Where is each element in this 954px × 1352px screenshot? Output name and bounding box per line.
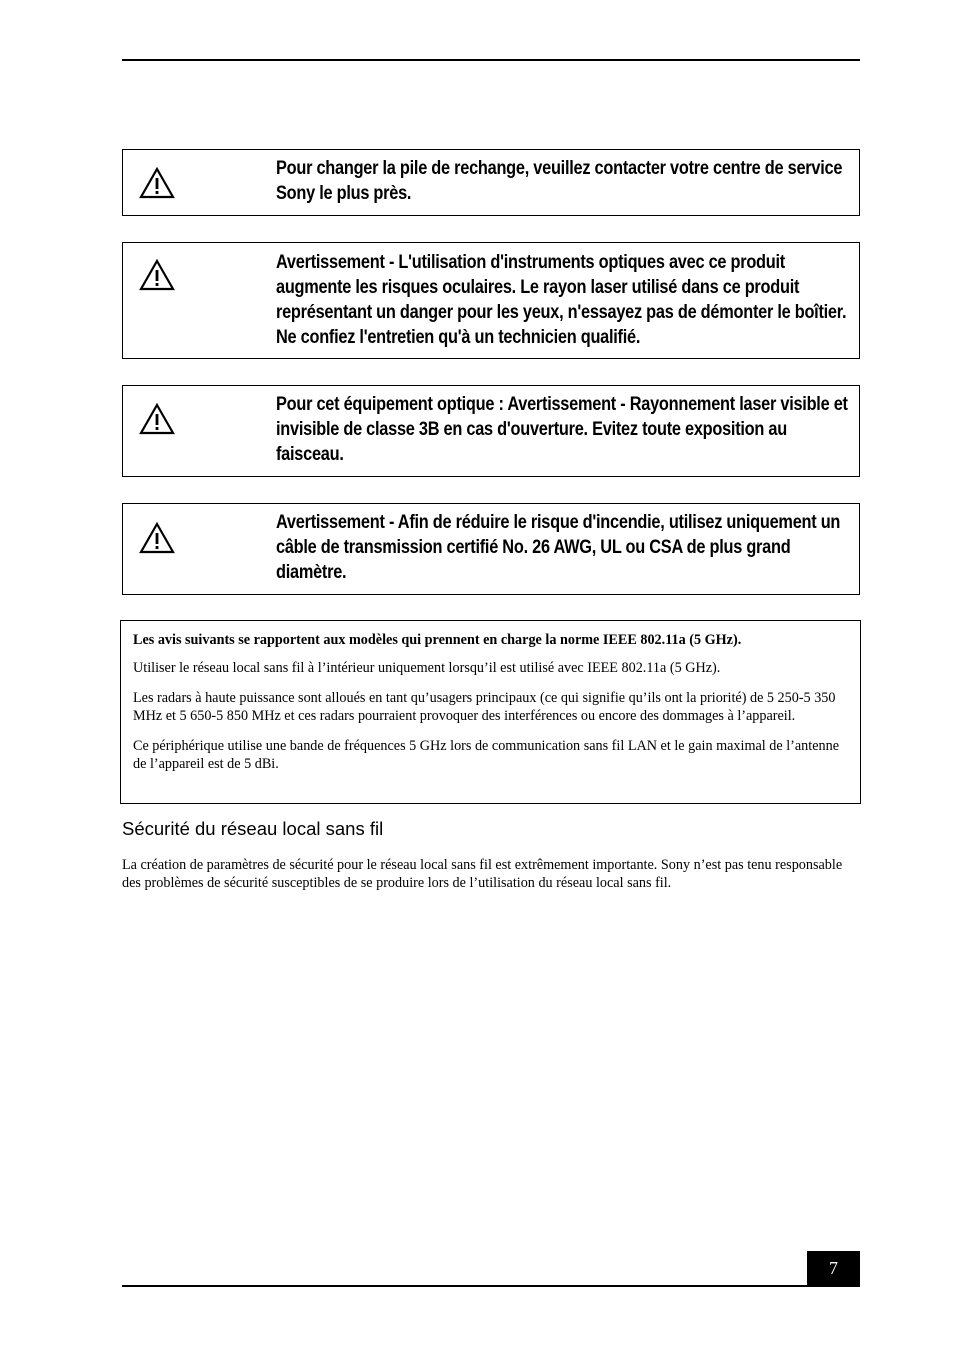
- section-body: La création de paramètres de sécurité pour le réseau local sans fil est extrêmement importante. Sony n’est pas tenu responsable des problèmes de sécurité susceptibles de se produire lors de l’utilisation du réseau local sans fil.: [122, 857, 843, 891]
- warning-box-battery: [122, 149, 860, 216]
- footer-rule: [122, 1285, 860, 1287]
- warning-text: Pour cet équipement optique : Avertissement - Rayonnement laser visible et invisible de classe 3B en cas d'ouverture. Evitez toute exposition au faisceau.: [276, 394, 848, 465]
- warning-text: Pour changer la pile de rechange, veuillez contacter votre centre de service Sony le plus près.: [276, 158, 843, 204]
- header-rule: [122, 59, 860, 61]
- page-number: 7: [807, 1251, 860, 1287]
- notice-paragraph: Les radars à haute puissance sont alloués en tant qu’usagers principaux (ce qui signifie qu’ils ont la priorité) de 5 250-5 350 MHz et 5 650-5 850 MHz et ces radars pourraient provoquer des interférences ou encore des dommages à l’appareil.: [133, 690, 836, 724]
- warning-box-fire: [122, 503, 860, 595]
- notice-heading: Les avis suivants se rapportent aux modèles qui prennent en charge la norme IEEE 802.11a (5 GHz).: [133, 632, 742, 648]
- notice-paragraph: Utiliser le réseau local sans fil à l’intérieur uniquement lorsqu’il est utilisé avec IEEE 802.11a (5 GHz).: [133, 660, 721, 676]
- warning-triangle-icon: [139, 167, 175, 199]
- warning-triangle-icon: [139, 403, 175, 435]
- warning-box-laser: [122, 385, 860, 477]
- warning-triangle-icon: [139, 259, 175, 291]
- warning-box-optical: [122, 242, 860, 359]
- notice-paragraph: Ce périphérique utilise une bande de fréquences 5 GHz lors de communication sans fil LAN et le gain maximal de l’antenne de l’appareil est de 5 dBi.: [133, 738, 839, 772]
- section-title: Sécurité du réseau local sans fil: [122, 818, 384, 839]
- warning-triangle-icon: [139, 522, 175, 554]
- warning-text: Avertissement - L'utilisation d'instruments optiques avec ce produit augmente les risques oculaires. Le rayon laser utilisé dans ce produit représentant un danger pour les yeux, n'essayez pas de démonter le boîtier. Ne confiez l'entretien qu'à un technicien qualifié.: [276, 252, 847, 348]
- wireless-notice-box: [120, 620, 861, 804]
- warning-text: Avertissement - Afin de réduire le risque d'incendie, utilisez uniquement un câble de transmission certifié No. 26 AWG, UL ou CSA de plus grand diamètre.: [276, 512, 841, 583]
